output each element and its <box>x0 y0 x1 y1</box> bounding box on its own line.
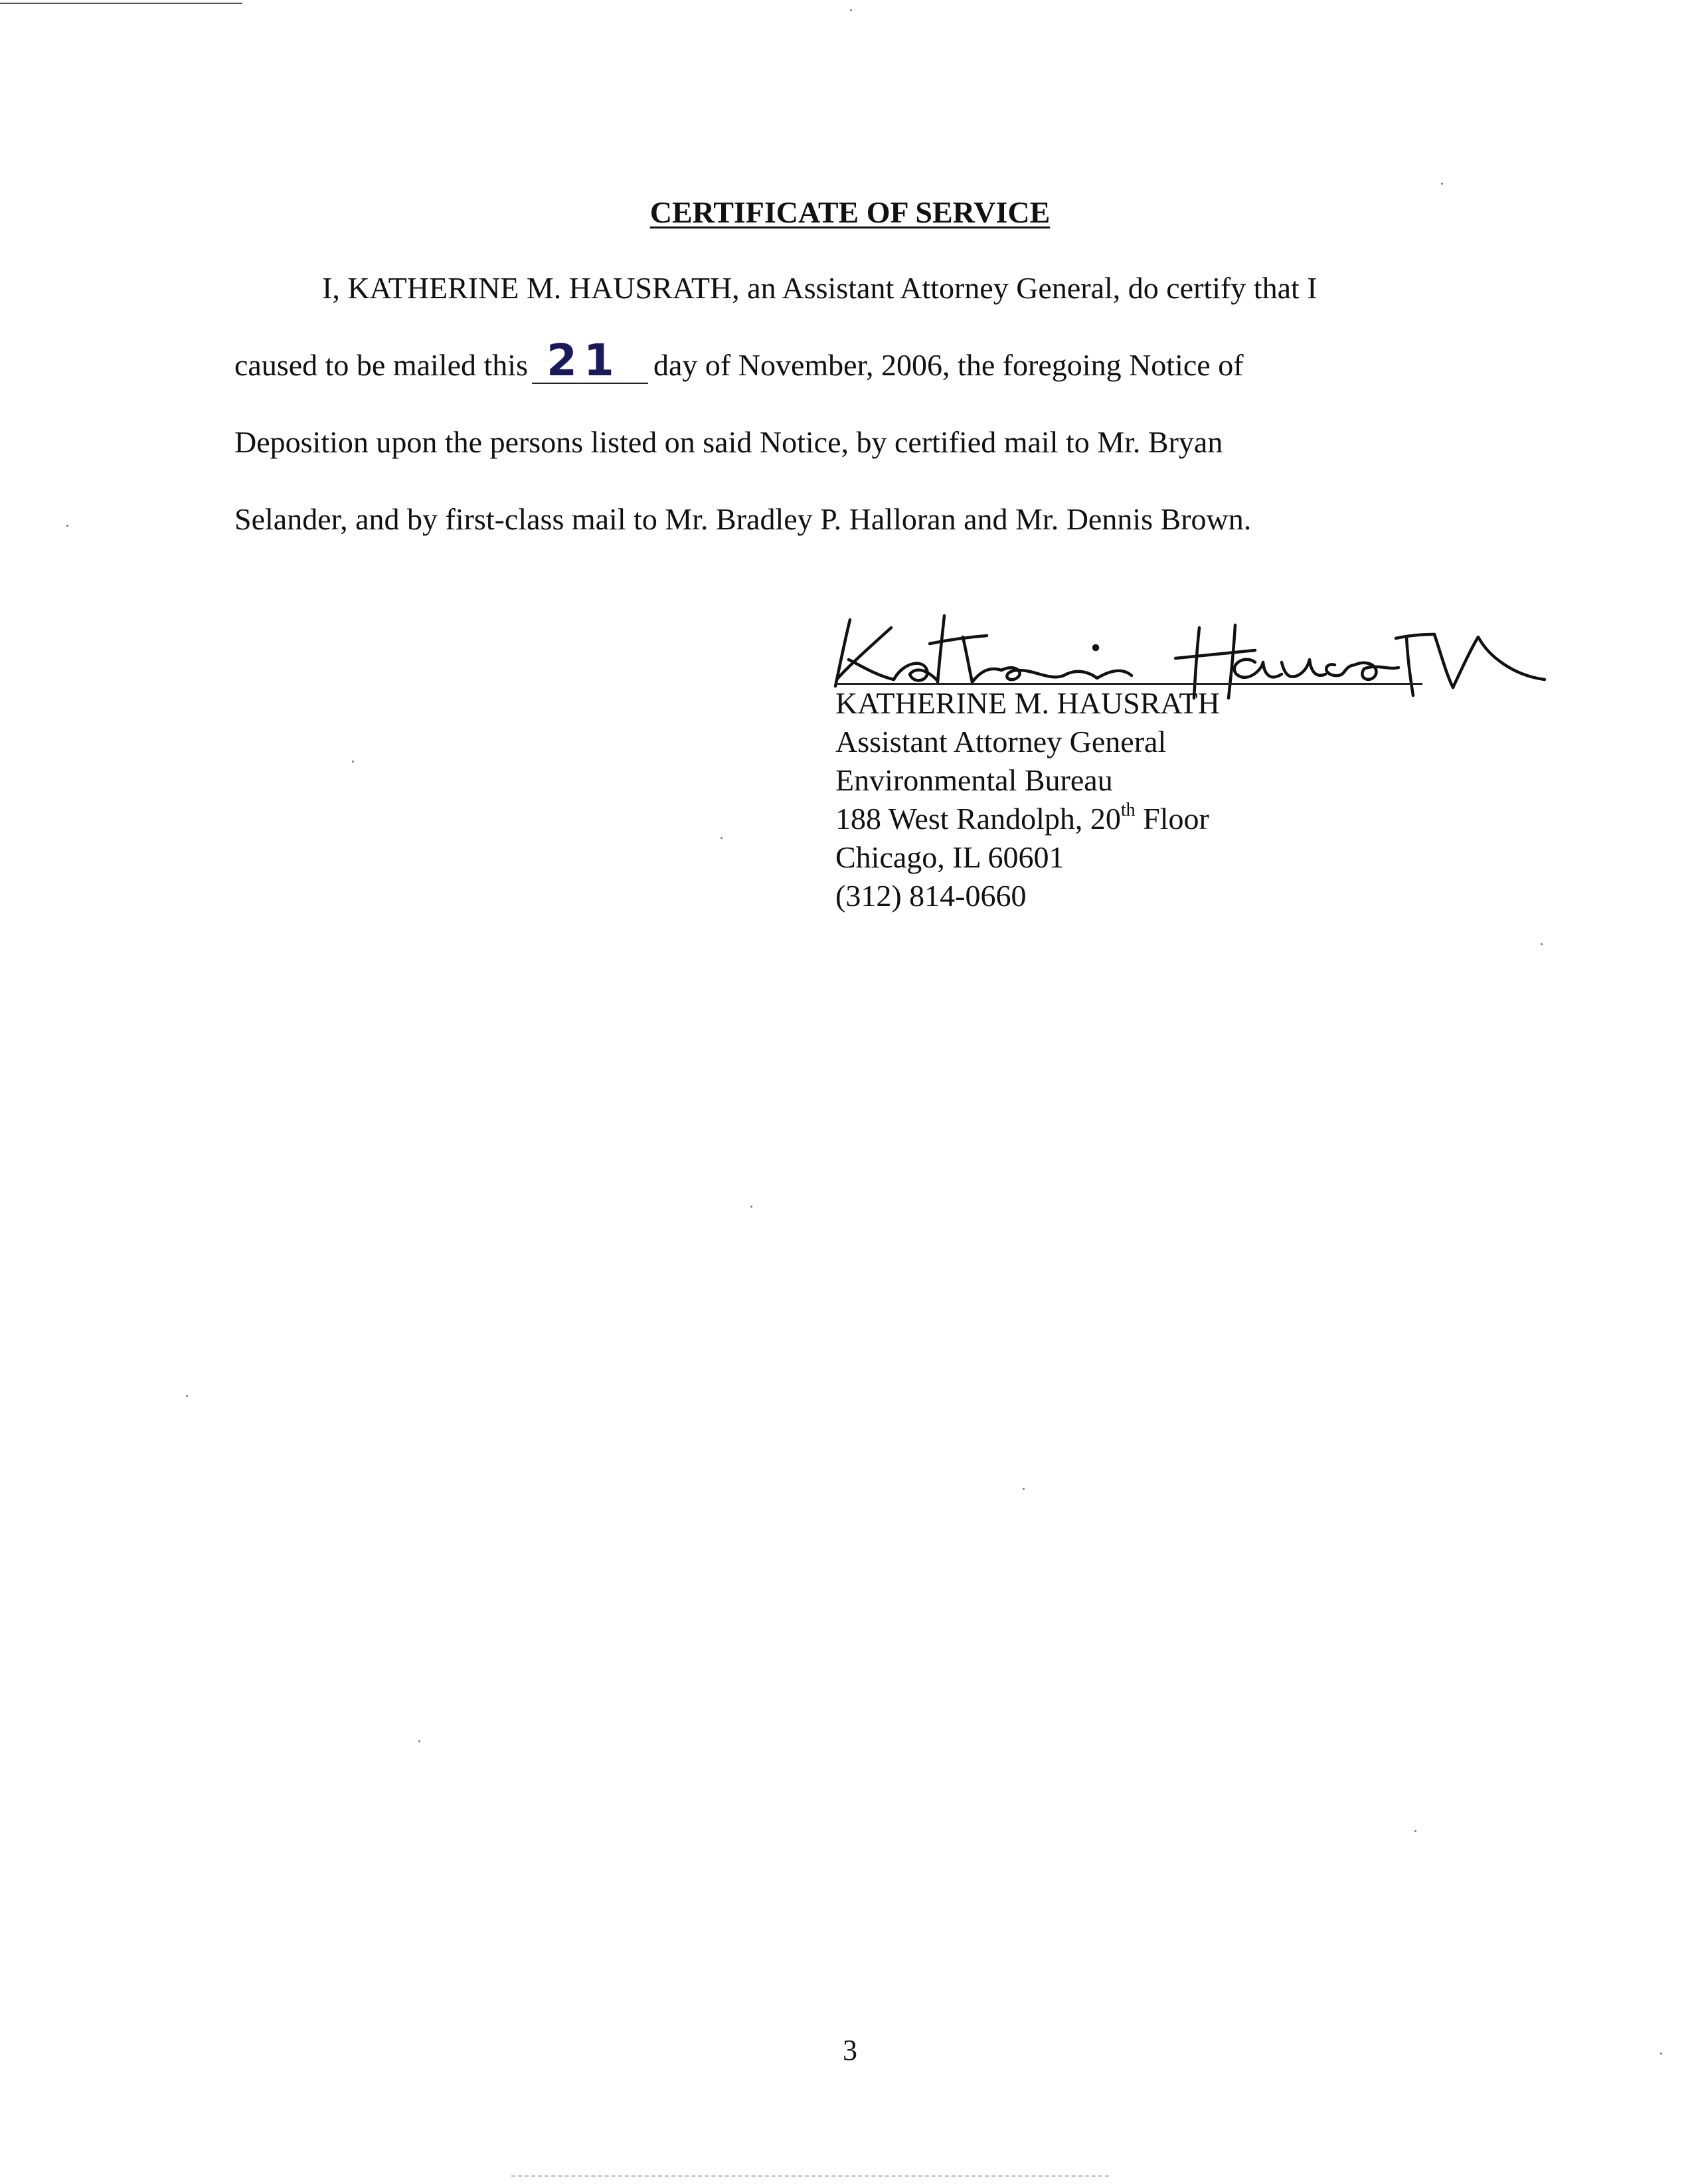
line-2-before: caused to be mailed this <box>234 348 528 382</box>
scan-speck <box>850 9 852 11</box>
scan-speck <box>66 525 68 527</box>
title-text: CERTIFICATE OF SERVICE <box>649 195 1051 229</box>
scan-bottom-rule <box>511 2175 1109 2177</box>
signer-address <box>835 800 1220 838</box>
document-title <box>0 194 1700 231</box>
address-floor: Floor <box>1135 802 1209 836</box>
certification-line-2 <box>234 335 1244 386</box>
page-number: 3 <box>843 2034 857 2066</box>
day-blank <box>532 335 648 386</box>
certification-line-4: Selander, and by first-class mail to Mr. Bradley P. Halloran and Mr. Dennis Brown. <box>234 502 1252 536</box>
scan-edge-rule <box>0 3 242 4</box>
address-superscript: th <box>1120 799 1136 820</box>
handwritten-day: 21 <box>547 335 621 386</box>
signer-bureau: Environmental Bureau <box>835 763 1113 797</box>
scan-speck <box>186 1395 188 1397</box>
certification-line-1: I, KATHERINE M. HAUSRATH, an Assistant Attorney General, do certify that I <box>322 271 1318 305</box>
scan-speck <box>352 761 354 763</box>
scan-speck <box>1414 1830 1416 1832</box>
signer-city: Chicago, IL 60601 <box>835 840 1064 874</box>
signer-phone: (312) 814-0660 <box>835 879 1027 913</box>
certification-line-3: Deposition upon the persons listed on said Notice, by certified mail to Mr. Bryan <box>234 425 1223 459</box>
line-2-after: day of November, 2006, the foregoing Notice of <box>653 348 1244 382</box>
scan-speck <box>750 1206 752 1208</box>
scan-speck <box>721 837 722 839</box>
scan-speck <box>1023 1488 1025 1490</box>
scan-speck <box>1660 2052 1662 2054</box>
scan-speck <box>1441 183 1443 185</box>
scan-speck <box>1541 943 1543 945</box>
signer-name: KATHERINE M. HAUSRATH <box>835 686 1220 720</box>
scan-speck <box>418 1740 420 1742</box>
signature-block <box>835 684 1220 915</box>
signer-role: Assistant Attorney General <box>835 725 1167 759</box>
address-street: 188 West Randolph, 20 <box>835 802 1121 836</box>
